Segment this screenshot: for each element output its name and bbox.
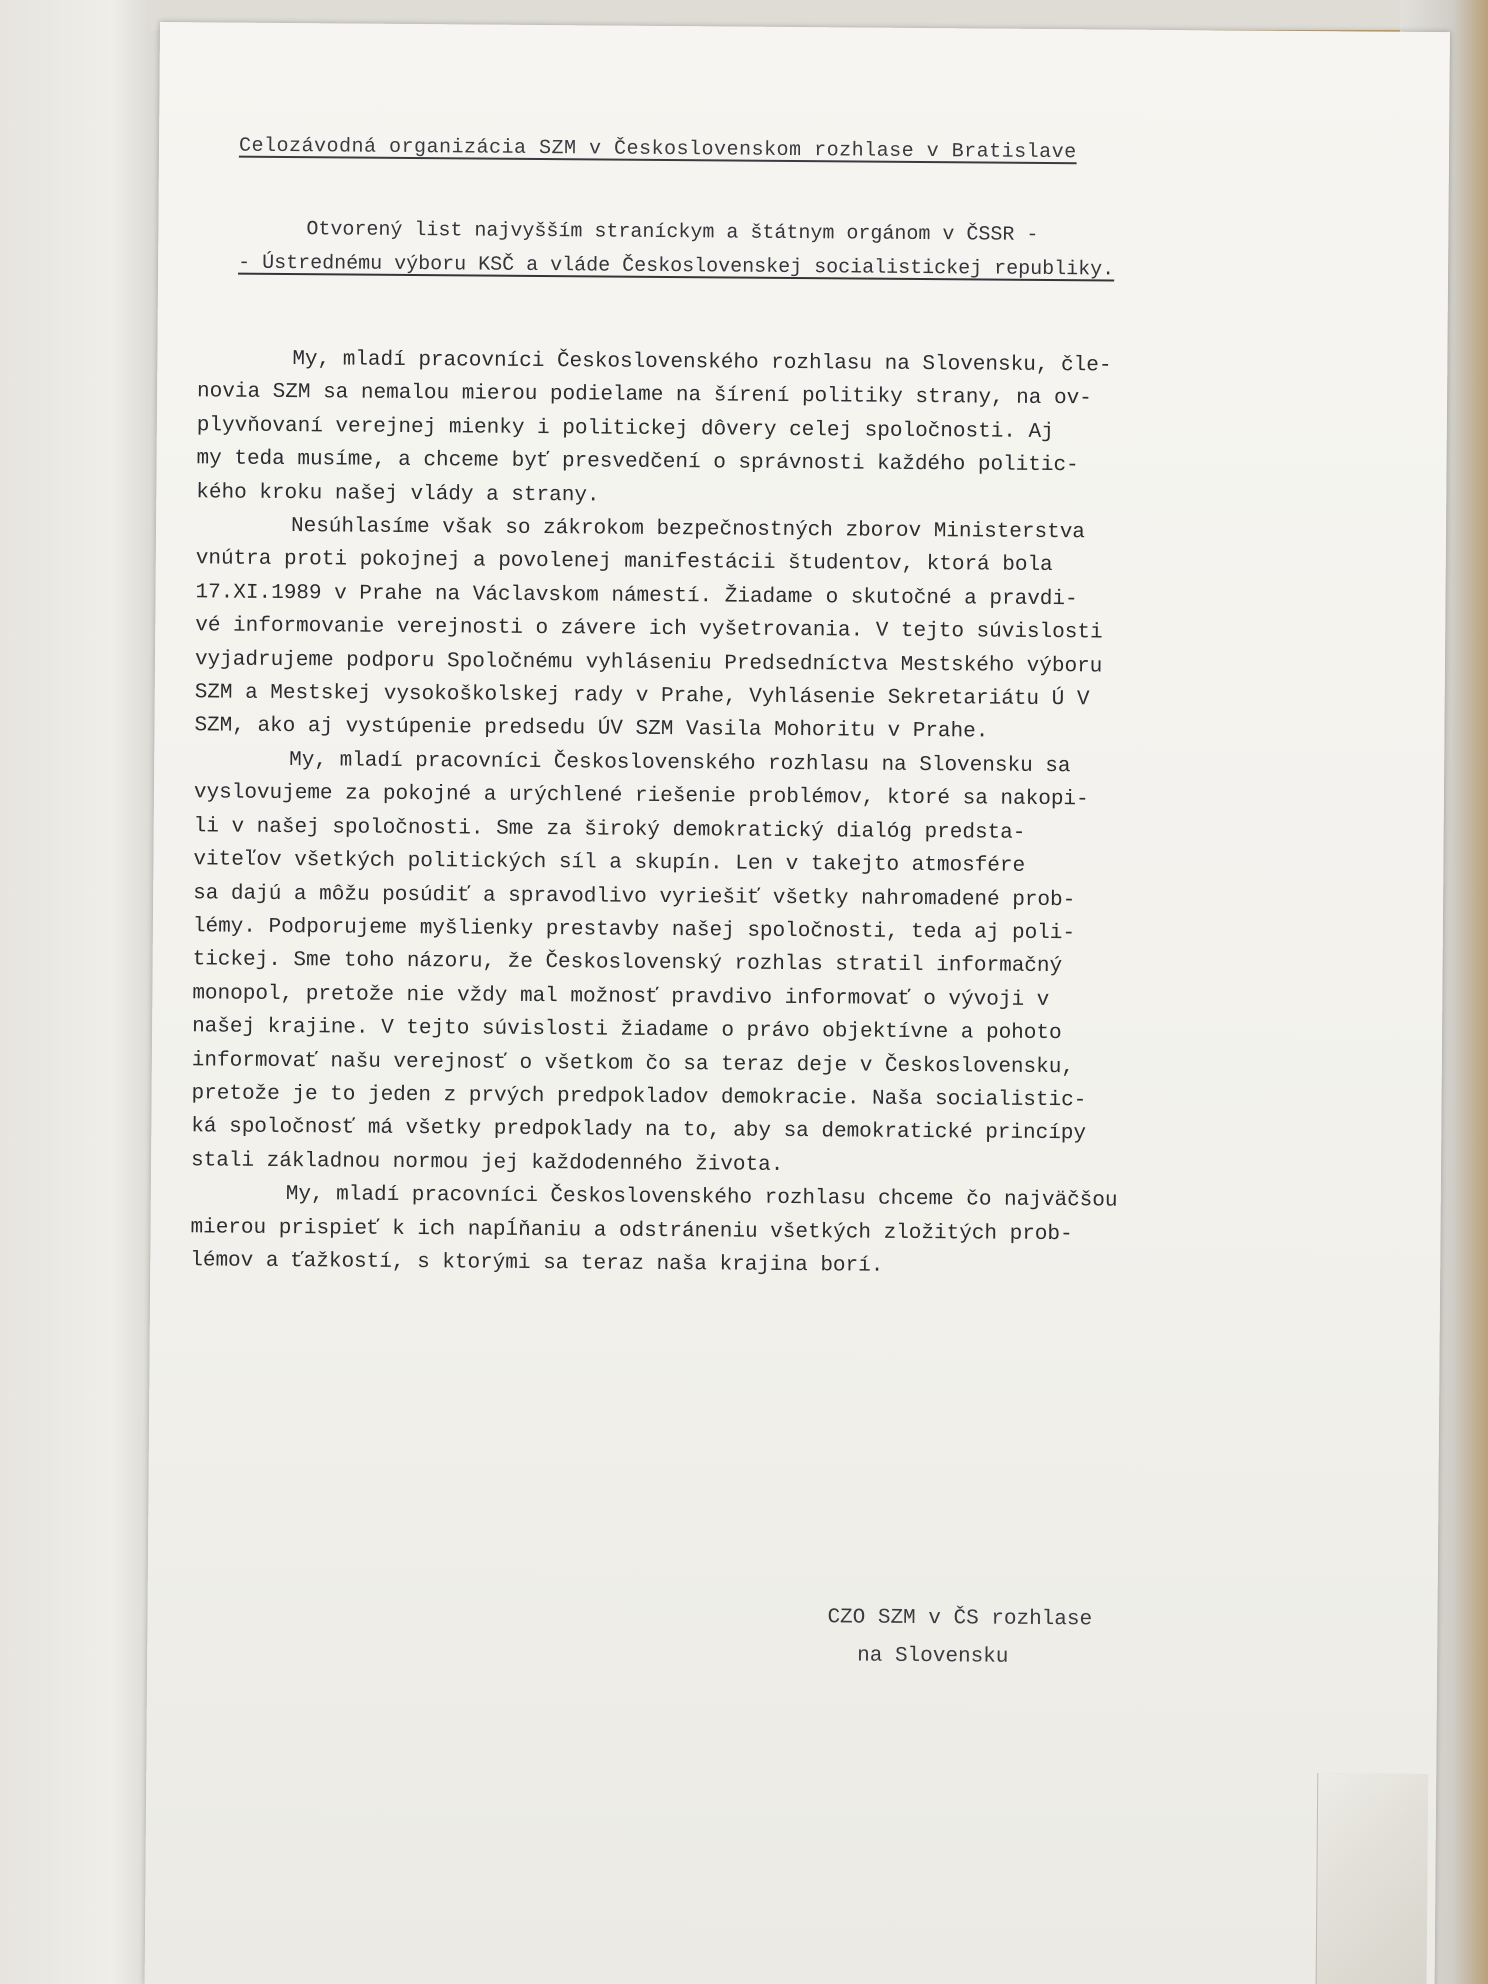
letter-text — [190, 342, 1417, 1287]
text-line: plyvňovaní verejnej mienky i politickej dôvery celej spoločnosti. Aj — [196, 414, 1054, 444]
letter-subtitle — [238, 213, 1115, 288]
text-line: tickej. Sme toho názoru, že Československý rozhlas stratil informačný — [192, 948, 1063, 979]
text-line: kého kroku našej vlády a strany. — [196, 480, 600, 508]
subtitle-line-2: - Ústrednému výboru KSČ a vláde Československej socialistickej republiky. — [238, 251, 1115, 282]
text-line: viteľov všetkých politických síl a skupín. Len v takejto atmosfére — [193, 848, 1026, 878]
text-line: vnútra proti pokojnej a povolenej manifestácii študentov, ktorá bola — [195, 547, 1053, 578]
paragraph-3 — [191, 743, 1414, 1187]
text-line: ká spoločnosť má všetky predpoklady na to, aby sa demokratické princípy — [191, 1115, 1087, 1146]
text-line: našej krajine. V tejto súvislosti žiadame o právo objektívne a pohoto — [192, 1015, 1062, 1046]
paragraph-2 — [194, 509, 1416, 752]
text-line: my teda musíme, a chceme byť presvedčení o správnosti každého politic- — [196, 447, 1079, 478]
text-line: vyjadrujeme podporu Spoločnému vyhláseniu Predsedníctva Mestského výboru — [194, 647, 1103, 679]
text-line: mierou prispieť k ich napĺňaniu a odstráneniu všetkých zložitých prob- — [190, 1215, 1073, 1246]
text-line: informovať našu verejnosť o všetkom čo sa teraz deje v Československu, — [191, 1048, 1075, 1079]
signature-line-2: na Slovensku — [857, 1644, 1009, 1669]
text-line: lémy. Podporujeme myšlienky prestavby našej spoločnosti, teda aj poli- — [192, 915, 1076, 946]
signature-line-1: CZO SZM v ČS rozhlase — [827, 1606, 1093, 1632]
text-line: lémov a ťažkostí, s ktorými sa teraz naša krajina borí. — [190, 1249, 884, 1278]
text-line: pretože je to jeden z prvých predpokladov demokracie. Naša socialistic- — [191, 1082, 1087, 1113]
paragraph-4 — [190, 1177, 1411, 1287]
text-line: li v našej spoločnosti. Sme za široký demokratický dialóg predsta- — [193, 814, 1026, 845]
torn-corner — [1316, 1773, 1429, 1984]
text-line: SZM a Mestskej vysokoškolskej rady v Prahe, Vyhlásenie Sekretariátu Ú V — [194, 681, 1090, 712]
text-line: SZM, ako aj vystúpenie predsedu ÚV SZM Vasila Mohoritu v Prahe. — [194, 714, 989, 744]
text-line: stali základnou normou jej každodenného života. — [190, 1149, 784, 1177]
text-line: Nesúhlasíme však so zákrokom bezpečnostných zborov Ministerstva — [290, 515, 1086, 545]
text-line: vyslovujeme za pokojné a urýchlené riešenie problémov, ktoré sa nakopi- — [193, 781, 1089, 812]
text-line: 17.XI.1989 v Prahe na Václavskom námestí. Žiadame o skutočné a pravdi- — [195, 581, 1078, 612]
subtitle-line-1: Otvorený list najvyšším straníckym a štátnym orgánom v ČSSR - — [306, 218, 1039, 247]
text-line: My, mladí pracovníci Československého rozhlasu chceme čo najväčšou — [285, 1183, 1118, 1213]
text-line: sa dajú a môžu posúdiť a spravodlivo vyriešiť všetky nahromadené prob- — [193, 881, 1076, 912]
text-line: monopol, pretože nie vždy mal možnosť pravdivo informovať o vývoji v — [192, 982, 1050, 1012]
text-line: vé informovanie verejnosti o závere ich vyšetrovania. V tejto súvislosti — [195, 614, 1103, 645]
text-line: novia SZM sa nemalou mierou podielame na šírení politiky strany, na ov- — [197, 380, 1092, 411]
text-line: My, mladí pracovníci Československého rozhlasu na Slovensku sa — [289, 748, 1071, 779]
typewritten-page — [145, 22, 1450, 1984]
text-line: My, mladí pracovníci Československého rozhlasu na Slovensku, čle- — [292, 348, 1112, 378]
paragraph-1 — [196, 342, 1417, 519]
signature-block — [827, 1599, 1092, 1677]
backing-sheet-left — [0, 0, 161, 1984]
document-heading: Celozávodná organizácia SZM v Československom rozhlase v Bratislave — [238, 134, 1077, 165]
